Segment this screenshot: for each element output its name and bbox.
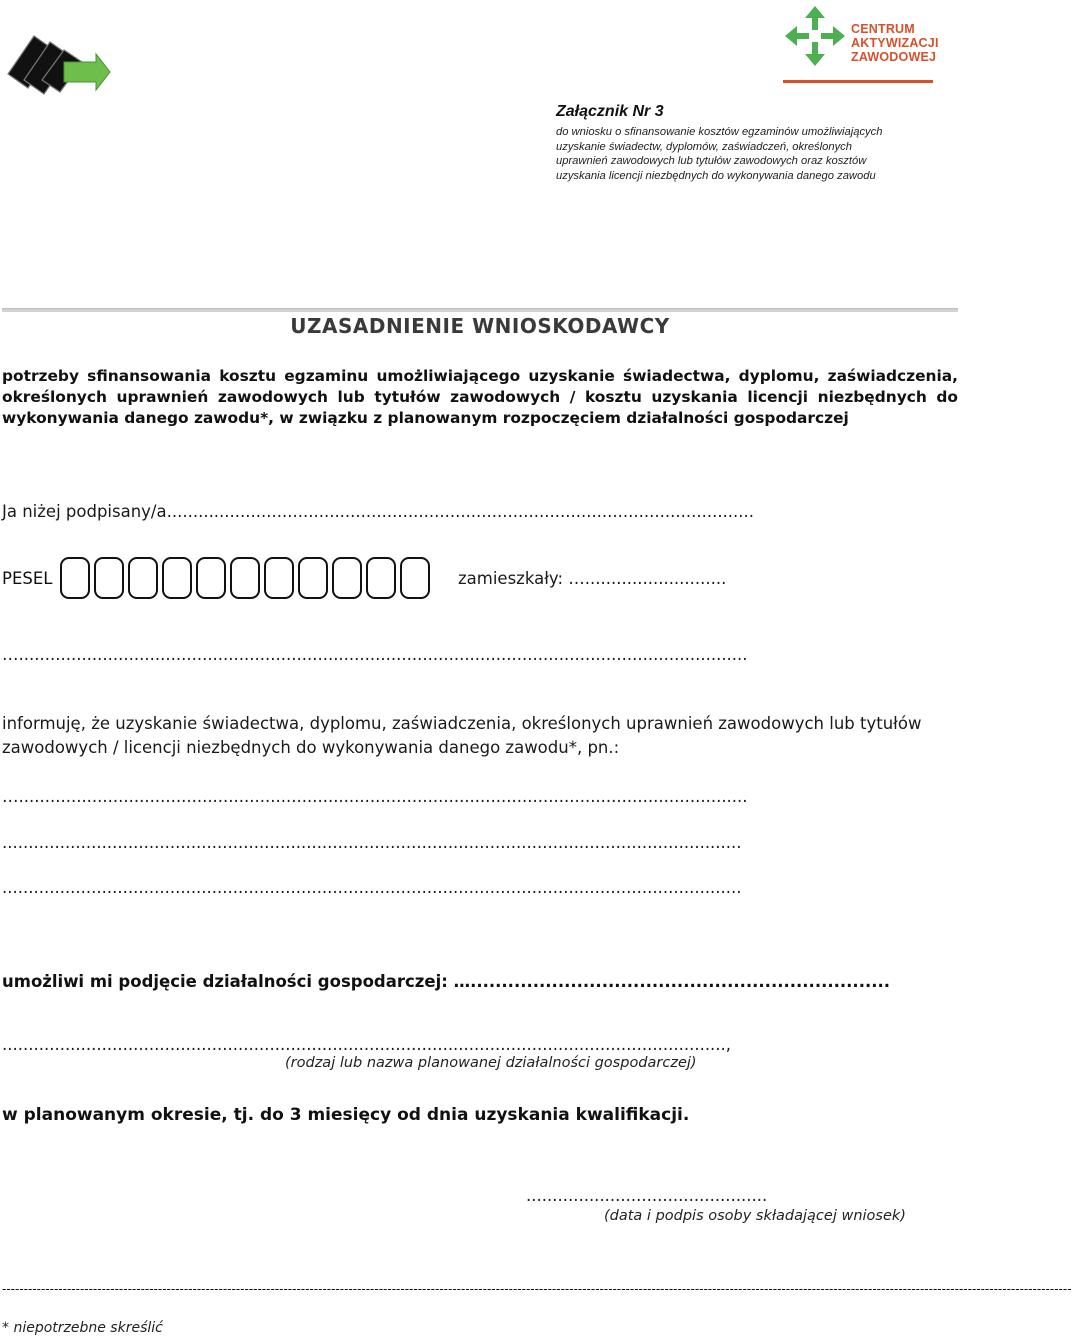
pesel-digit-box[interactable] <box>400 557 430 599</box>
separator-line: ------------------------------------------------------------------------------------------------------------------------------------------------------------------------------------------------------------------------------------------------------- <box>2 1282 1072 1296</box>
form-title: UZASADNIENIE WNIOSKODAWCY <box>290 314 670 338</box>
pesel-digit-box[interactable] <box>332 557 362 599</box>
qualification-line-field[interactable]: ............................................................................................................................................. <box>2 833 742 852</box>
pesel-digit-box[interactable] <box>60 557 90 599</box>
pesel-digit-box[interactable] <box>162 557 192 599</box>
address-line-field[interactable]: …........................................................................................................................................... <box>2 645 748 664</box>
form-subtitle: potrzeby sfinansowania kosztu egzaminu umożliwiającego uzyskanie świadectwa, dyplomu, zaświadczenia, określonych uprawnień zawodowych lub tytułów zawodowych / kosztu uzyskania licencji niezbędnych do wykonywania danego zawodu*, w związku z planowanym rozpoczęciem działalności gospodarczej <box>2 367 958 427</box>
left-logo <box>4 18 112 96</box>
pesel-digit-box[interactable] <box>196 557 226 599</box>
pesel-digit-box[interactable] <box>230 557 260 599</box>
pesel-digit-box[interactable] <box>264 557 294 599</box>
period-statement: w planowanym okresie, tj. do 3 miesięcy od dnia uzyskania kwalifikacji. <box>2 1105 690 1125</box>
pesel-label: PESEL <box>2 569 53 588</box>
business-activity-field[interactable]: umożliwi mi podjęcie działalności gospodarczej: …................................................................... <box>2 972 891 991</box>
logo-line-3: ZAWODOWEJ <box>851 50 937 64</box>
logo-line-2: AKTYWIZACJI <box>851 36 939 50</box>
activity-caption: (rodzaj lub nazwa planowanej działalności gospodarczej) <box>285 1055 697 1071</box>
footnote: * niepotrzebne skreślić <box>2 1320 163 1336</box>
attachment-title: Załącznik Nr 3 <box>556 103 664 120</box>
attachment-description: do wniosku o sfinansowanie kosztów egzaminów umożliwiających uzyskanie świadectw, dyplomów, zaświadczeń, określonych uprawnień zawodowych lub tytułów zawodowych oraz kosztów uzyskania licencji niezbędnych do wykonywania danego zawodu <box>556 126 883 182</box>
inform-statement: informuję, że uzyskanie świadectwa, dyplomu, zaświadczenia, określonych uprawnień zawodowych lub tytułów zawodowych / licencji niezbędnych do wykonywania danego zawodu*, pn.: <box>2 714 922 757</box>
pesel-digit-box[interactable] <box>366 557 396 599</box>
title-band <box>2 308 958 339</box>
pesel-input-boxes <box>60 557 430 599</box>
logo-line-1: CENTRUM <box>851 22 915 36</box>
signed-name-field[interactable]: Ja niżej podpisany/a................................................................................................................ <box>2 502 755 521</box>
pesel-digit-box[interactable] <box>94 557 124 599</box>
four-arrows-icon <box>783 4 847 68</box>
pesel-digit-box[interactable] <box>298 557 328 599</box>
signature-field[interactable]: .............................................. <box>526 1186 768 1205</box>
logo-underline <box>783 80 933 83</box>
centrum-logo <box>783 4 943 84</box>
pesel-digit-box[interactable] <box>128 557 158 599</box>
signature-caption: (data i podpis osoby składającej wniosek) <box>604 1208 906 1224</box>
arrow-layers-icon <box>4 18 112 96</box>
logo-wordmark <box>851 22 939 64</box>
residence-field[interactable]: zamieszkały: …........................... <box>458 569 727 588</box>
qualification-line-field[interactable]: ............................................................................................................................................. <box>2 878 742 897</box>
activity-line-field[interactable]: .........................................................................................................................................., <box>2 1035 732 1054</box>
qualification-line-field[interactable]: …........................................................................................................................................... <box>2 787 748 806</box>
